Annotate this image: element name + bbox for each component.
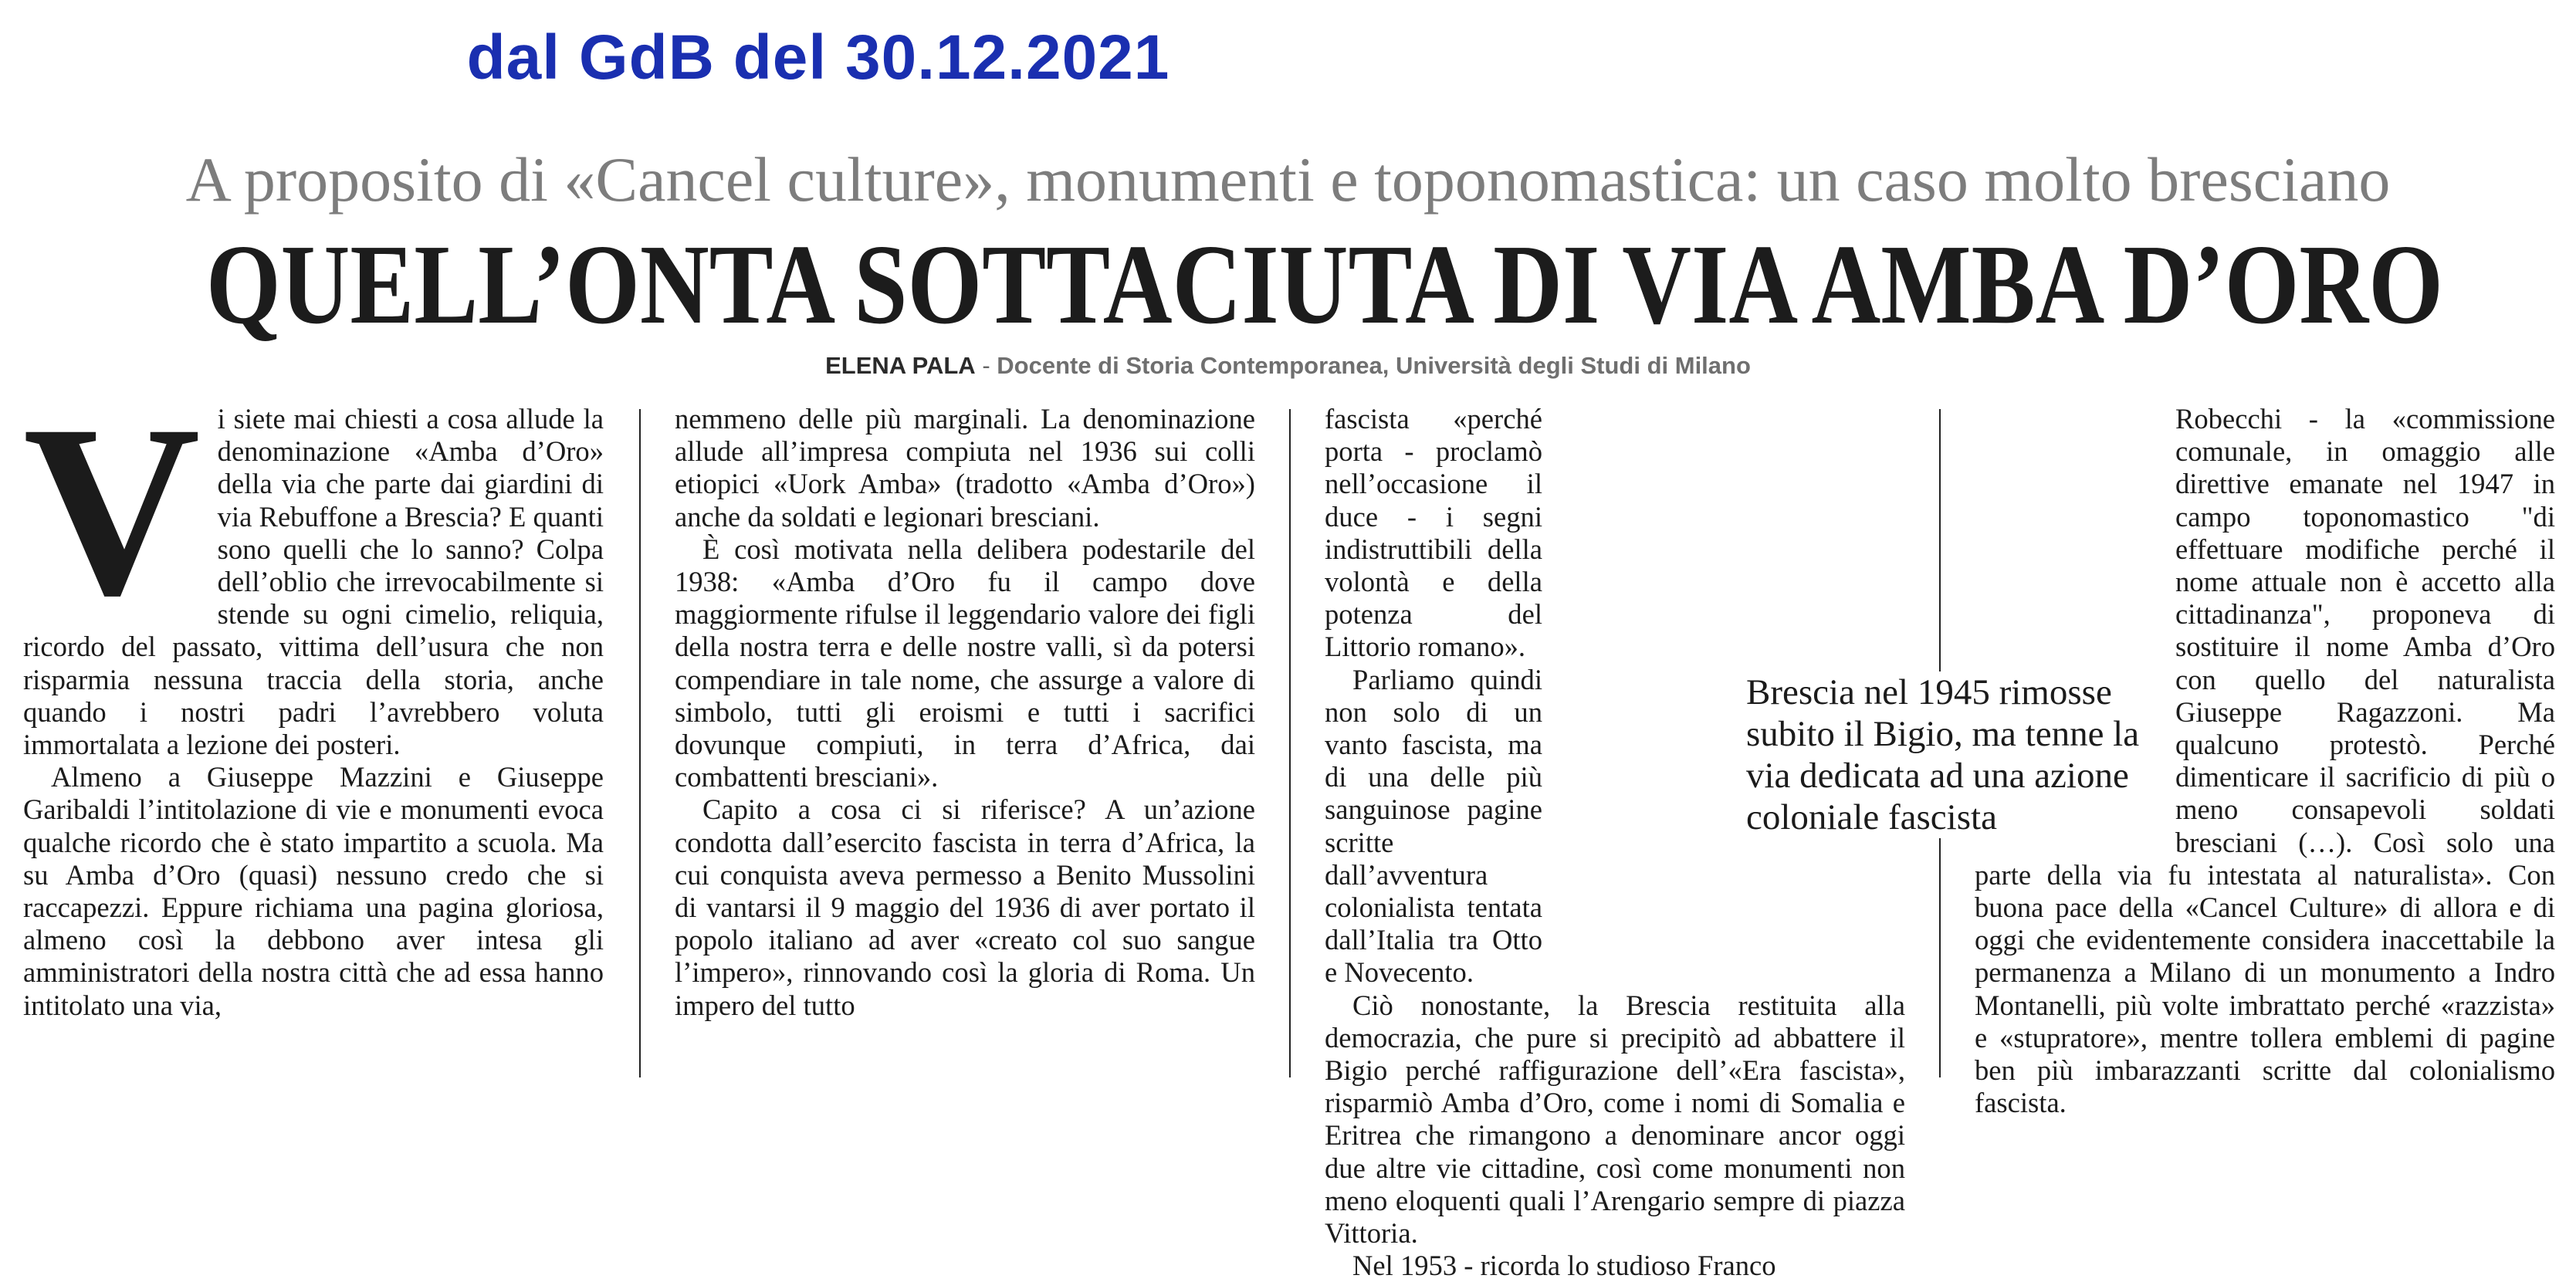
paragraph: Parliamo quindi non solo di un vanto fascista, ma di una delle più sanguinose pagine scritte dall’avventura colonialista tentata dall’Italia tra Otto e Novecento. xyxy=(1325,663,1542,989)
paragraph: Capito a cosa ci si riferisce? A un’azione condotta dall’esercito fascista in terra d’Africa, la cui conquista aveva permesso a Benito Mussolini di vantarsi il 9 maggio del 1936 di aver portato il popolo italiano ad aver «creato col suo sangue l’impero», rinnovando così la gloria di Roma. Un impero del tutto xyxy=(675,793,1255,1021)
paragraph: Almeno a Giuseppe Mazzini e Giuseppe Garibaldi l’intitolazione di vie e monumenti evoca qualche ricordo che è stato impartito a scuola. Ma su Amba d’Oro (quasi) nessuno credo che si raccapezzi. Eppure richiama una pagina gloriosa, almeno così la debbono aver intesa gli amministratori della nostra città che ad essa hanno intitolato una via, xyxy=(23,761,604,1021)
byline xyxy=(0,352,2576,380)
byline-separator: - xyxy=(975,352,997,379)
article-kicker: A proposito di «Cancel culture», monumenti e toponomastica: un caso molto bresciano xyxy=(185,144,2391,215)
paragraph: fascista «perché porta - proclamò nell’occasione il duce - i segni indistruttibili della volontà e della potenza del Littorio romano». xyxy=(1325,403,1542,663)
author-role: Docente di Storia Contemporanea, Università degli Studi di Milano xyxy=(997,352,1751,379)
article-headline: QUELL’ONTA SOTTACIUTA DI VIA AMBA D’ORO xyxy=(205,222,2443,348)
drop-cap: V xyxy=(23,374,201,646)
article-column-2 xyxy=(675,403,1255,1090)
article-column-1 xyxy=(23,374,604,1090)
paragraph: È così motivata nella delibera podestarile del 1938: «Amba d’Oro fu il campo dove maggiormente rifulse il leggendario valore dei figli della nostra terra e delle nostre valli, sì da potersi compendiare in tale nome, che assurge a valore di simbolo, tutti gli eroismi e tutti i sacrifici dovunque compiuti, in terra d’Africa, dai combattenti bresciani». xyxy=(675,533,1255,793)
paragraph: Robecchi - la «commissione comunale, in omaggio alle direttive emanate nel 1947 in campo toponomastico "di effettuare modifiche perché il nome attuale non è accetto alla cittadinanza", proponeva di sostituire il nome Amba d’Oro con quello del naturalista Giuseppe Ragazzoni. Ma qualcuno protestò. Perché dimenticare il sacrificio di più o meno consapevoli soldati bresciani (…). Così solo una parte della via fu intestata al naturalista». Con buona pace della «Cancel Culture» di allora e di oggi che evidentemente considera inaccettabile la permanenza a Milano di un monumento a Indro Montanelli, più volte imbrattato perché «razzista» e «stupratore», mentre tollera emblemi di pagine ben più imbarazzanti scritte dal colonialismo fascista. xyxy=(1975,403,2555,1119)
author-name: ELENA PALA xyxy=(825,352,976,379)
source-date-header: dal GdB del 30.12.2021 xyxy=(466,22,1170,93)
pull-quote: Brescia nel 1945 rimosse subito il Bigio, ma tenne la via dedicata ad una azione coloniale fascista xyxy=(1746,671,2160,838)
paragraph: nemmeno delle più marginali. La denominazione allude all’impresa compiuta nel 1936 sui colli etiopici «Uork Amba» (tradotto «Amba d’Oro») anche da soldati e legionari bresciani. xyxy=(675,403,1255,533)
paragraph: Ciò nonostante, la Brescia restituita alla democrazia, che pure si precipitò ad abbattere il Bigio perché raffigurazione dell’«Era fascista», risparmiò Amba d’Oro, come i nomi di Somalia e Eritrea che rimangono a denominare ancor oggi due altre vie cittadine, così come monumenti non meno eloquenti quali l’Arengario sempre di piazza Vittoria. xyxy=(1325,989,1905,1250)
paragraph: i siete mai chiesti a cosa allude la denominazione «Amba d’Oro» della via che parte dai giardini di via Rebuffone a Brescia? E quanti sono quelli che lo sanno? Colpa dell’oblio che irrevocabilmente si stende su ogni cimelio, reliquia, ricordo del passato, vittima dell’usura che non risparmia nessuna traccia della storia, anche quando i nostri padri l’avrebbero voluta immortalata a lezione dei posteri. xyxy=(23,403,604,761)
paragraph: Nel 1953 - ricorda lo studioso Franco xyxy=(1352,1250,1776,1282)
column-divider xyxy=(1289,409,1291,1077)
column-divider xyxy=(639,409,641,1077)
